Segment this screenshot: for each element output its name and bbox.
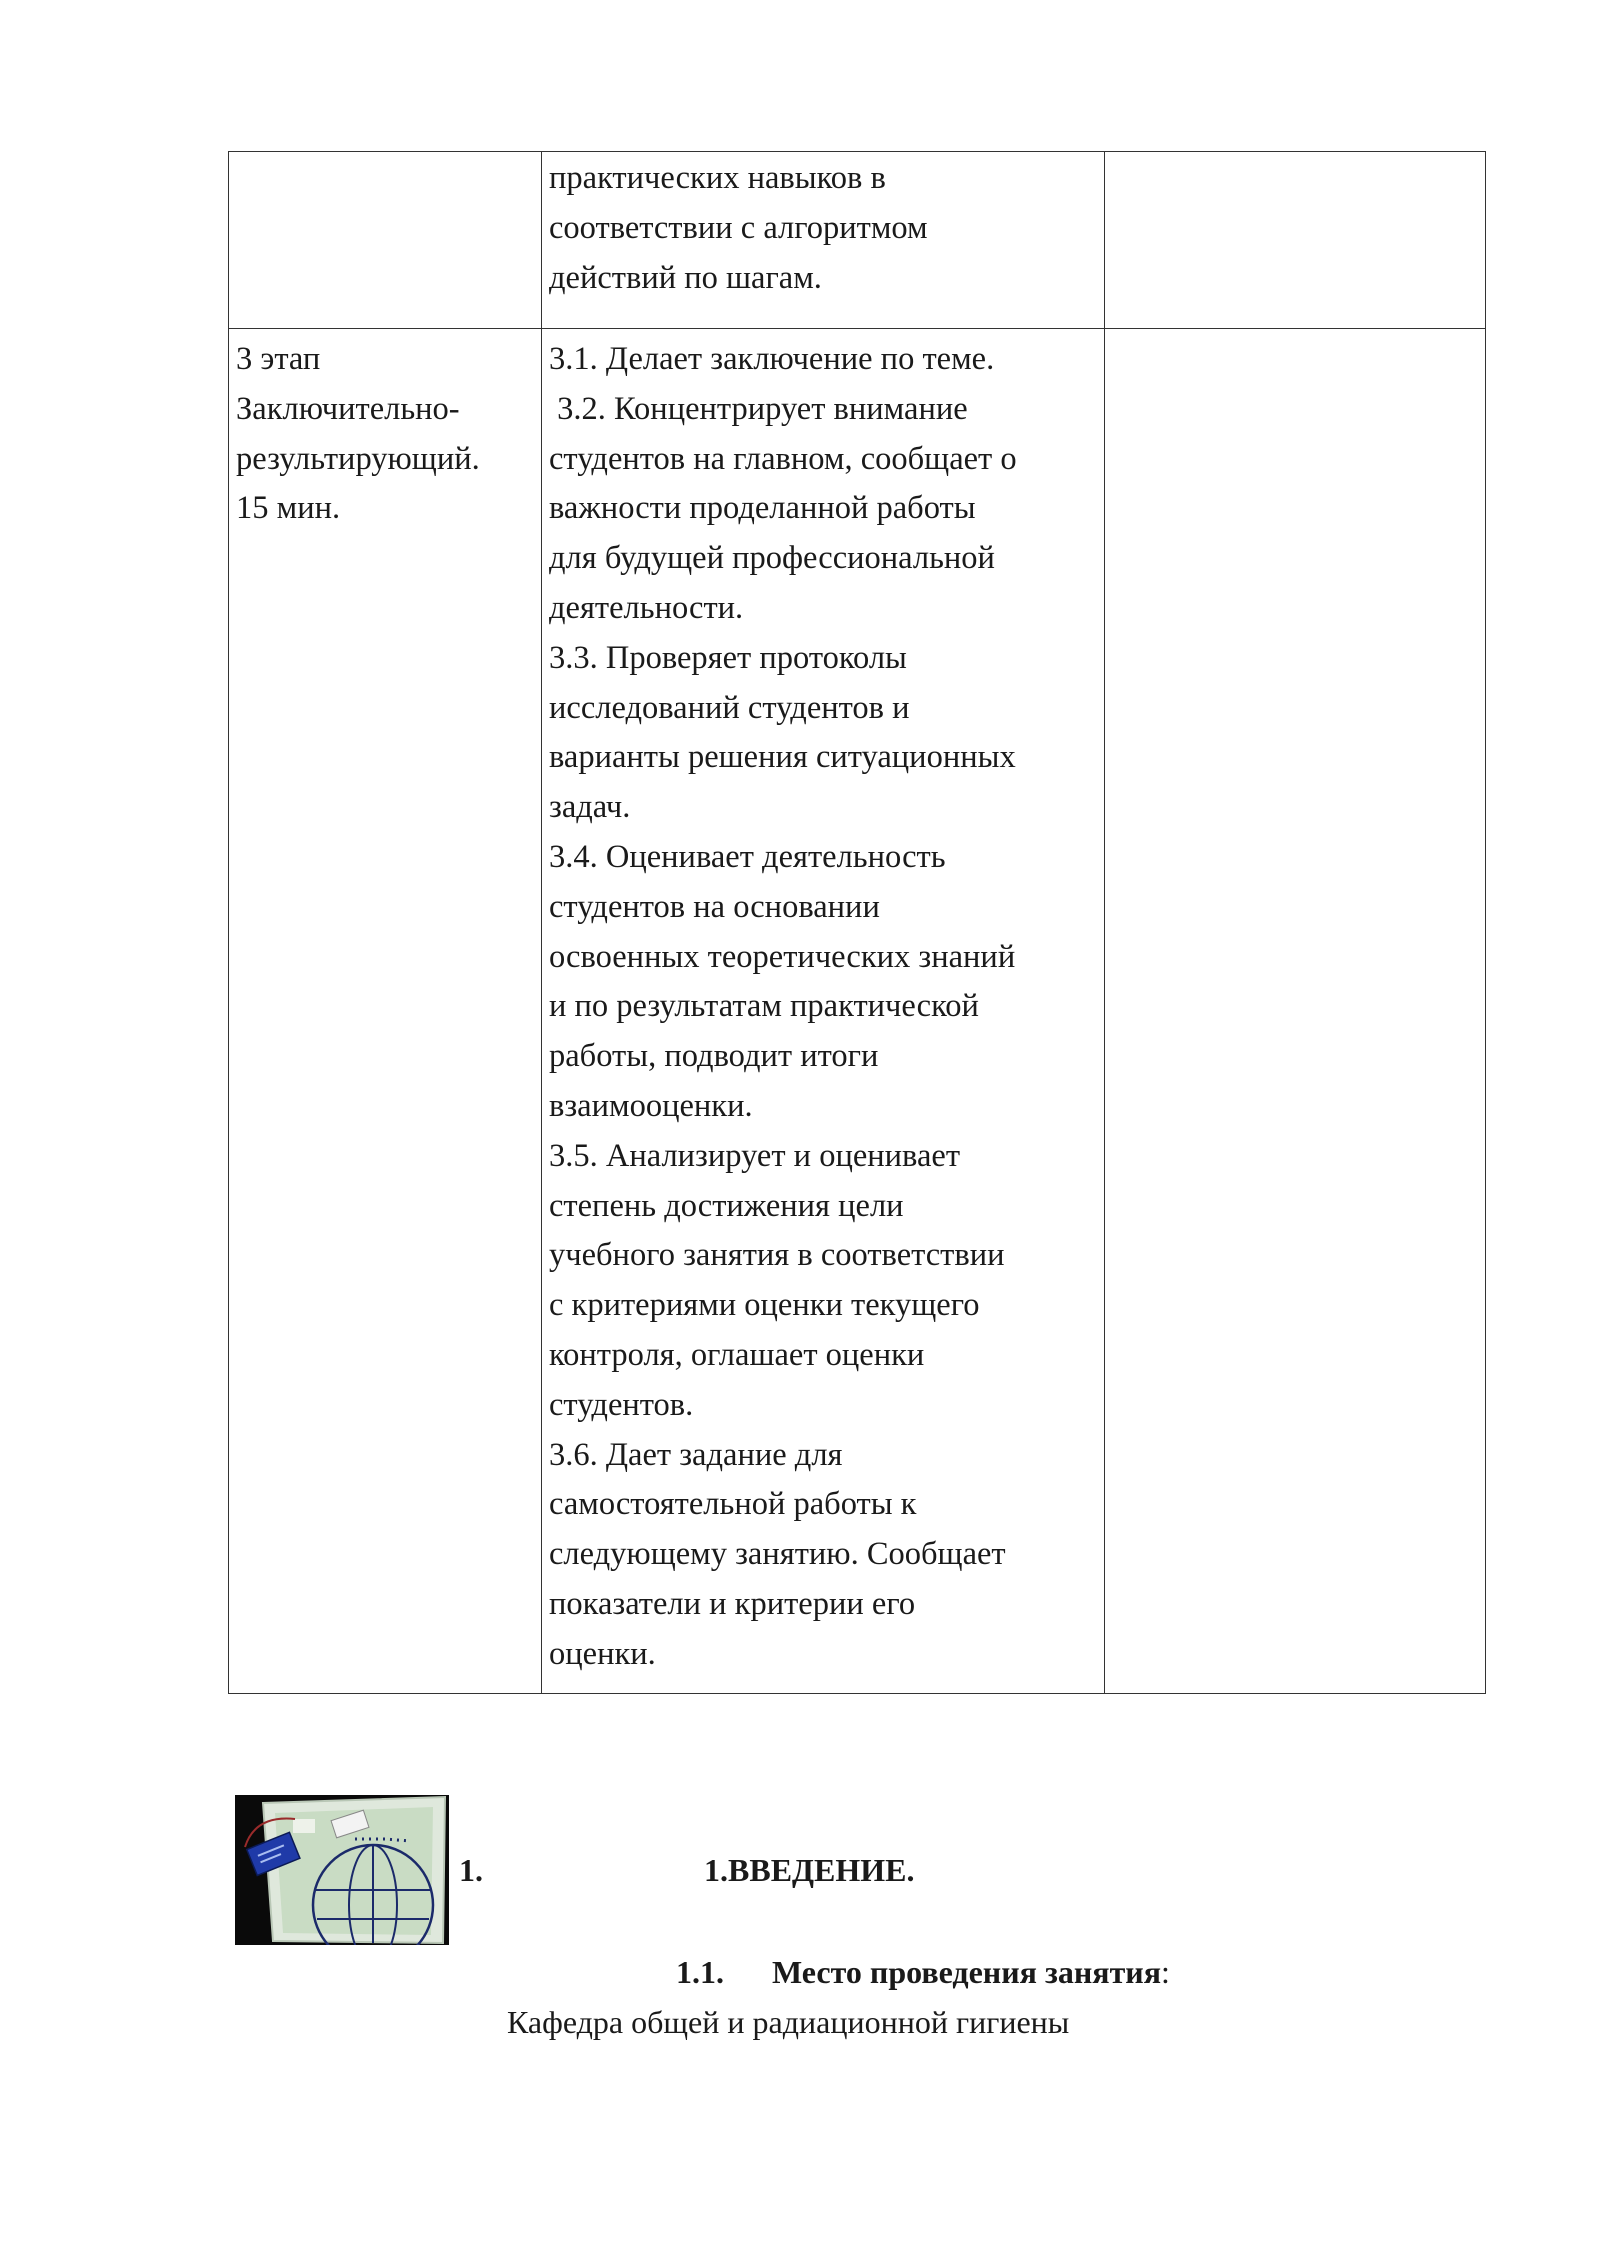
cell-line: 3.5. Анализирует и оценивает [549, 1137, 961, 1174]
table-row [229, 329, 1486, 1694]
cell-line: 3.3. Проверяет протоколы [549, 639, 907, 676]
cell-line: практических навыков в [549, 160, 886, 196]
cell-line: действий по шагам. [549, 259, 822, 296]
cell-line: контроля, оглашает оценки [549, 1336, 925, 1373]
cell-line: деятельности. [549, 589, 744, 626]
cell-text [542, 152, 1104, 303]
cell-line: 15 мин. [236, 490, 341, 527]
section-title: 1.ВВЕДЕНИЕ. [704, 1852, 915, 1888]
cell-line: самостоятельной работы к [549, 1486, 917, 1523]
table-cell-notes [1105, 152, 1486, 329]
table-cell-stage [229, 329, 542, 1694]
subsection-number: 1.1. [676, 1954, 724, 1990]
cell-line: с критериями оценки текущего [549, 1287, 980, 1324]
cell-line: студентов. [549, 1386, 694, 1423]
cell-line: освоенных теоретических знаний [549, 938, 1016, 975]
cell-text [542, 329, 1104, 1680]
table-cell-teacher-actions [542, 152, 1105, 329]
cell-line: исследований студентов и [549, 689, 910, 726]
lesson-stages-table [228, 151, 1486, 1694]
cell-line: соответствии с алгоритмом [549, 209, 928, 246]
cell-line: следующему занятию. Сообщает [549, 1536, 1006, 1573]
cell-line: оценки. [549, 1635, 656, 1672]
table-cell-teacher-actions [542, 329, 1105, 1694]
cell-line: студентов на главном, сообщает о [549, 440, 1017, 477]
cell-line: результирующий. [236, 440, 480, 477]
table-row [229, 152, 1486, 329]
cell-line: степень достижения цели [549, 1187, 904, 1224]
cell-line: 3.1. Делает заключение по теме. [549, 341, 995, 377]
subsection-title [772, 1954, 1170, 1991]
cell-line: задач. [549, 789, 631, 826]
cell-line: учебного занятия в соответствии [549, 1237, 1005, 1274]
cell-line: 3.4. Оценивает деятельность [549, 838, 946, 875]
lesson-place: Кафедра общей и радиационной гигиены [507, 2004, 1070, 2040]
cell-line: для будущей профессиональной [549, 540, 995, 577]
cell-line: важности проделанной работы [549, 490, 976, 527]
cell-line: и по результатам практической [549, 988, 979, 1025]
section-number: 1. [459, 1852, 483, 1888]
cell-line: 3 этап [236, 341, 321, 377]
subsection-title-text: Место проведения занятия [772, 1954, 1162, 1990]
table-cell-stage [229, 152, 542, 329]
cell-line: 3.2. Концентрирует внимание [549, 390, 968, 427]
cell-line: 3.6. Дает задание для [549, 1436, 843, 1473]
subsection-colon: : [1161, 1954, 1170, 1990]
cell-line: варианты решения ситуационных [549, 739, 1016, 776]
cell-line: показатели и критерии его [549, 1585, 916, 1622]
cell-line: взаимооценки. [549, 1087, 753, 1124]
cell-line: студентов на основании [549, 888, 880, 925]
globe-map-envelope-icon [235, 1795, 449, 1945]
cell-line: Заключительно- [236, 390, 460, 427]
table-cell-notes [1105, 329, 1486, 1694]
cell-line: работы, подводит итоги [549, 1038, 879, 1075]
cell-text [229, 329, 541, 534]
